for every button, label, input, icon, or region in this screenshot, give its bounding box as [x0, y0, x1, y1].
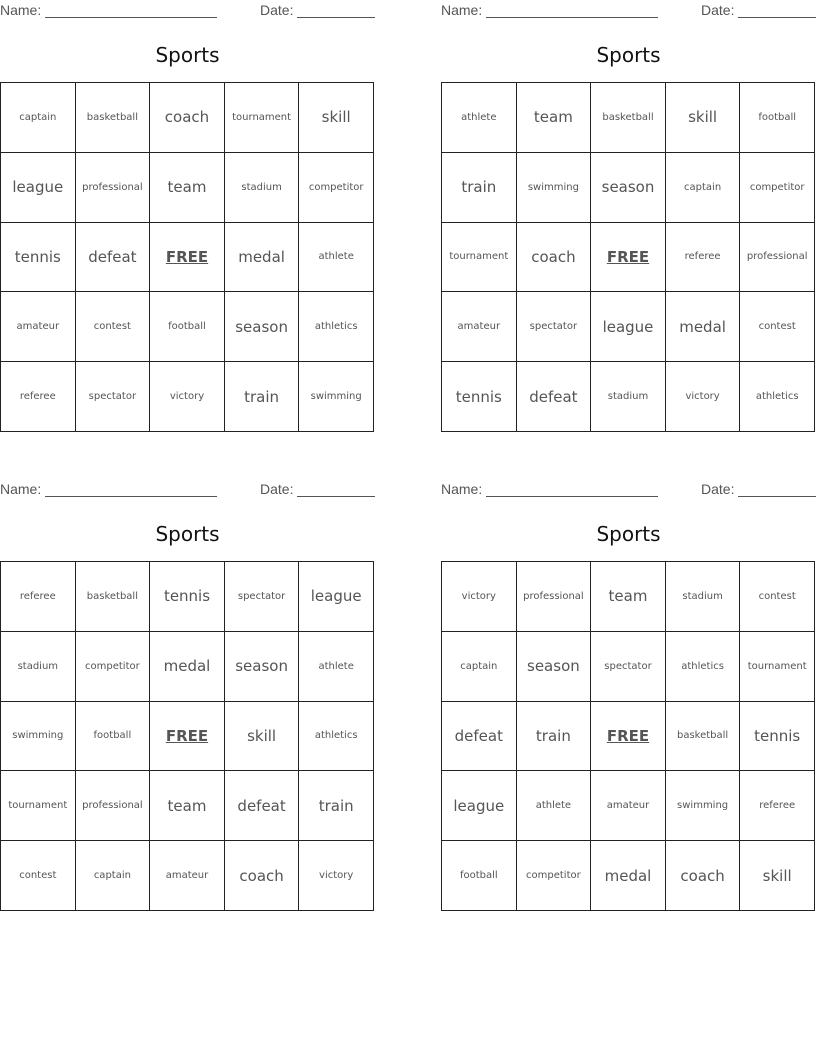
bingo-cell: stadium [591, 362, 666, 432]
bingo-cell: contest [740, 292, 815, 362]
bingo-cell: stadium [1, 632, 76, 702]
bingo-cell: train [225, 362, 300, 432]
bingo-cell: spectator [76, 362, 151, 432]
bingo-cell: athlete [299, 632, 374, 702]
free-space: FREE [150, 702, 225, 772]
bingo-cell: captain [442, 632, 517, 702]
bingo-cell: competitor [299, 153, 374, 223]
bingo-cell: athletics [740, 362, 815, 432]
bingo-cell: captain [76, 841, 151, 911]
bingo-cell: defeat [517, 362, 592, 432]
bingo-cell: victory [442, 562, 517, 632]
bingo-cell: season [225, 632, 300, 702]
bingo-grid [0, 561, 374, 911]
name-line [486, 17, 658, 18]
date-label: Date: [701, 2, 735, 18]
bingo-cell: athlete [299, 223, 374, 293]
bingo-card-4 [441, 479, 816, 911]
bingo-cell: coach [517, 223, 592, 293]
bingo-cell: referee [666, 223, 741, 293]
bingo-cell: athletics [299, 702, 374, 772]
bingo-cell: defeat [225, 771, 300, 841]
free-space: FREE [150, 223, 225, 293]
bingo-cell: amateur [442, 292, 517, 362]
bingo-cell: skill [225, 702, 300, 772]
bingo-cell: competitor [76, 632, 151, 702]
bingo-cell: season [517, 632, 592, 702]
bingo-cell: victory [666, 362, 741, 432]
bingo-cell: football [740, 83, 815, 153]
free-space: FREE [591, 223, 666, 293]
card-header [441, 481, 816, 499]
bingo-grid [441, 82, 815, 432]
bingo-grid [0, 82, 374, 432]
bingo-cell: amateur [591, 771, 666, 841]
bingo-cell: team [150, 153, 225, 223]
bingo-cell: spectator [591, 632, 666, 702]
date-line [297, 496, 375, 497]
bingo-cell: contest [740, 562, 815, 632]
bingo-cell: basketball [76, 83, 151, 153]
bingo-cell: skill [666, 83, 741, 153]
bingo-cell: professional [76, 153, 151, 223]
bingo-cell: tournament [1, 771, 76, 841]
bingo-cell: tournament [442, 223, 517, 293]
date-label: Date: [260, 481, 294, 497]
bingo-cell: league [299, 562, 374, 632]
bingo-cell: season [225, 292, 300, 362]
bingo-cell: medal [591, 841, 666, 911]
bingo-cell: amateur [150, 841, 225, 911]
bingo-cell: coach [225, 841, 300, 911]
card-title: Sports [155, 522, 220, 546]
name-line [486, 496, 658, 497]
card-title: Sports [155, 43, 220, 67]
free-space: FREE [591, 702, 666, 772]
card-title: Sports [596, 522, 661, 546]
bingo-card-2 [441, 0, 816, 432]
name-label: Name: [441, 2, 483, 18]
bingo-cell: skill [740, 841, 815, 911]
bingo-cell: tennis [1, 223, 76, 293]
bingo-cell: professional [517, 562, 592, 632]
bingo-cell: swimming [517, 153, 592, 223]
name-label: Name: [441, 481, 483, 497]
bingo-cell: victory [299, 841, 374, 911]
bingo-cell: competitor [517, 841, 592, 911]
card-header [441, 2, 816, 20]
bingo-cell: competitor [740, 153, 815, 223]
bingo-cell: stadium [225, 153, 300, 223]
bingo-cell: tennis [150, 562, 225, 632]
name-line [45, 17, 217, 18]
bingo-cell: swimming [299, 362, 374, 432]
bingo-cell: team [150, 771, 225, 841]
bingo-cell: professional [76, 771, 151, 841]
bingo-cell: train [517, 702, 592, 772]
bingo-cell: league [1, 153, 76, 223]
bingo-cell: spectator [517, 292, 592, 362]
bingo-cell: defeat [76, 223, 151, 293]
bingo-cell: tournament [740, 632, 815, 702]
bingo-cell: athletics [666, 632, 741, 702]
bingo-cell: train [299, 771, 374, 841]
name-line [45, 496, 217, 497]
bingo-cell: league [591, 292, 666, 362]
name-label: Name: [0, 2, 42, 18]
bingo-cell: medal [666, 292, 741, 362]
bingo-cell: defeat [442, 702, 517, 772]
bingo-card-1 [0, 0, 375, 432]
bingo-cell: captain [1, 83, 76, 153]
bingo-cell: medal [150, 632, 225, 702]
bingo-cell: coach [150, 83, 225, 153]
bingo-cell: train [442, 153, 517, 223]
bingo-cell: swimming [1, 702, 76, 772]
bingo-cell: stadium [666, 562, 741, 632]
bingo-cell: skill [299, 83, 374, 153]
bingo-cell: contest [1, 841, 76, 911]
bingo-cell: season [591, 153, 666, 223]
card-header [0, 481, 375, 499]
bingo-cell: basketball [591, 83, 666, 153]
bingo-cell: tennis [442, 362, 517, 432]
name-label: Name: [0, 481, 42, 497]
bingo-cell: contest [76, 292, 151, 362]
bingo-cell: medal [225, 223, 300, 293]
bingo-cell: amateur [1, 292, 76, 362]
bingo-cell: tournament [225, 83, 300, 153]
bingo-card-3 [0, 479, 375, 911]
bingo-cell: referee [740, 771, 815, 841]
bingo-cell: referee [1, 362, 76, 432]
bingo-cell: captain [666, 153, 741, 223]
date-line [738, 17, 816, 18]
bingo-cell: athletics [299, 292, 374, 362]
bingo-cell: athlete [517, 771, 592, 841]
date-label: Date: [260, 2, 294, 18]
bingo-cell: swimming [666, 771, 741, 841]
bingo-cell: athlete [442, 83, 517, 153]
card-title: Sports [596, 43, 661, 67]
bingo-cell: football [76, 702, 151, 772]
date-line [738, 496, 816, 497]
bingo-cell: professional [740, 223, 815, 293]
bingo-cell: referee [1, 562, 76, 632]
bingo-grid [441, 561, 815, 911]
bingo-cell: league [442, 771, 517, 841]
bingo-cell: coach [666, 841, 741, 911]
bingo-cell: football [150, 292, 225, 362]
bingo-cell: basketball [666, 702, 741, 772]
bingo-cell: team [517, 83, 592, 153]
bingo-cell: spectator [225, 562, 300, 632]
card-header [0, 2, 375, 20]
date-label: Date: [701, 481, 735, 497]
bingo-cell: football [442, 841, 517, 911]
date-line [297, 17, 375, 18]
bingo-cell: tennis [740, 702, 815, 772]
bingo-cell: basketball [76, 562, 151, 632]
bingo-cell: team [591, 562, 666, 632]
bingo-cell: victory [150, 362, 225, 432]
